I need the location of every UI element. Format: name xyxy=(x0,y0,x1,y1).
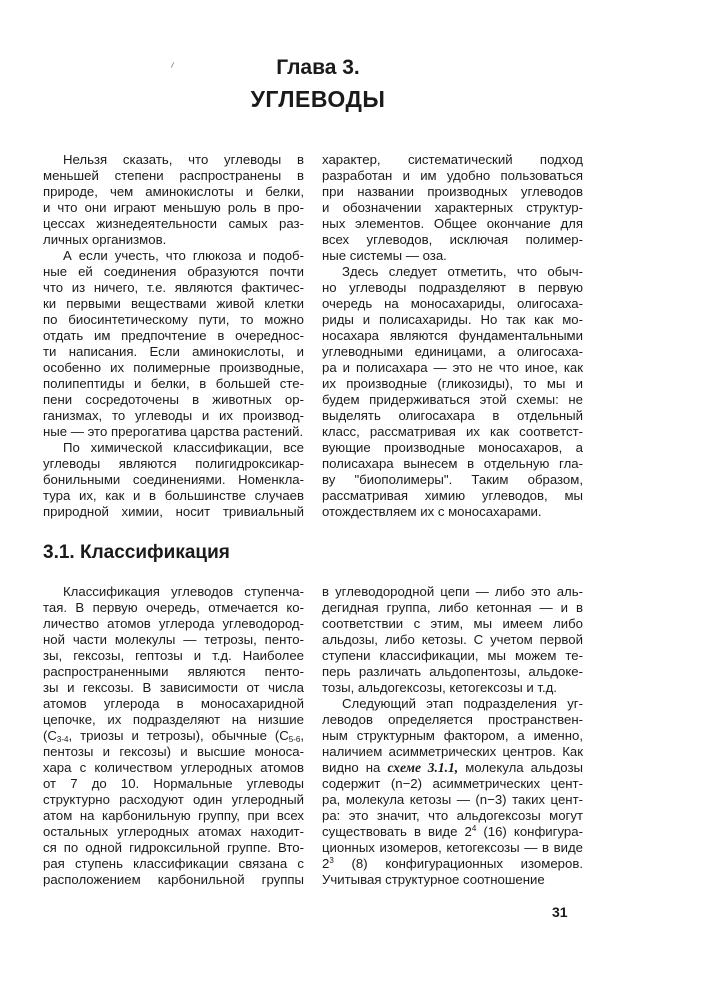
text-line: ционных изомеров, кетогексозы — в виде xyxy=(322,840,583,855)
text-line: зы и гексозы. В зависимости от числа xyxy=(43,680,304,695)
text-line: при названии производных углеводов xyxy=(322,184,583,199)
text-line: отдать им предпочтение в очереднос- xyxy=(43,328,304,343)
text-line: соответствии с этим, мы имеем либо xyxy=(322,616,583,631)
text-line: бонильными соединениями. Номенкла- xyxy=(43,472,304,487)
scheme-reference: схеме 3.1.1, xyxy=(387,760,459,775)
text-line: личество атомов углерода углеводород- xyxy=(43,616,304,631)
text-line: ти написания. Если аминокислоты, и xyxy=(43,344,304,359)
text-segment: (16) конфигура- xyxy=(476,824,583,839)
text-line: будем придерживаться этой схемы: не xyxy=(322,392,583,407)
text-line: тая. В первую очередь, отмечается ко- xyxy=(43,600,304,615)
text-line: очередь на моносахариды, олигосаха- xyxy=(322,296,583,311)
text-line: в углеводородной цепи — либо это аль- xyxy=(322,584,583,599)
text-line: Классификация углеводов ступенча- xyxy=(63,584,304,599)
text-line: содержит (n−2) асимметрических цент- xyxy=(322,776,583,791)
text-line: ным структурным фактором, а именно, xyxy=(322,728,583,743)
text-line: отождествляем их с моносахарами. xyxy=(322,504,542,519)
text-line: По химической классификации, все xyxy=(63,440,304,455)
text-line: вующие производные моносахаров, а xyxy=(322,440,583,455)
intro-left-column xyxy=(43,152,304,520)
section-right-column xyxy=(322,584,583,888)
text-line xyxy=(43,728,304,744)
text-line: расположением карбонильной группы xyxy=(43,872,304,887)
text-line: пентозы и гексозы) и высшие моноса- xyxy=(43,744,304,759)
text-line: но углеводы подразделяют в первую xyxy=(322,280,583,295)
text-line: пени сосредоточены в животных ор- xyxy=(43,392,304,407)
text-line: рассматривая химию углеводов, мы xyxy=(322,488,583,503)
text-line: дегидная группа, либо кетонная — и в xyxy=(322,600,583,615)
text-line: хара с количеством углеродных атомов xyxy=(43,760,304,775)
text-line: ганизмах, то углеводы и их производ- xyxy=(43,408,304,423)
text-segment: существовать в виде 2 xyxy=(322,824,472,839)
text-segment: (C xyxy=(43,728,57,743)
text-line: класс, рассматривая их как соответст- xyxy=(322,424,583,439)
text-line: ные системы — оза. xyxy=(322,248,447,263)
text-line: остальных углеродных атомах находит- xyxy=(43,824,304,839)
text-line: ву "биополимеры". Таким образом, xyxy=(322,472,583,487)
superscript: 4 xyxy=(471,824,477,833)
text-line: Следующий этап подразделения уг- xyxy=(342,696,583,711)
text-line: риды и полисахариды. Но так как мо- xyxy=(322,312,583,327)
text-line: зы, гексозы, гептозы и т.д. Наиболее xyxy=(43,648,304,663)
text-line: атом на карбонильную группу, при всех xyxy=(43,808,304,823)
text-segment: видно на xyxy=(322,760,388,775)
chapter-number: Глава 3. xyxy=(276,56,360,79)
text-line: особенно их полимерные производные, xyxy=(43,360,304,375)
text-line: ра и полисахара — это не что иное, как xyxy=(322,360,583,375)
text-line: ра, молекула кетозы — (n−3) таких цент- xyxy=(322,792,583,807)
text-line: меньшей степени распространены в xyxy=(43,168,304,183)
section-left-column xyxy=(43,584,304,888)
text-segment: молекула альдозы xyxy=(458,760,583,775)
text-line: наличием асимметрических центров. Как xyxy=(322,744,583,759)
superscript: 3 xyxy=(329,856,334,865)
subscript: 5-6 xyxy=(288,735,301,744)
text-line: выделять олигосахара в отдельный xyxy=(322,408,583,423)
text-line xyxy=(322,760,583,776)
text-line: ной части молекулы — тетрозы, пенто- xyxy=(43,632,304,647)
text-line: от 7 до 10. Нормальные углеводы xyxy=(43,776,304,791)
text-line: перь различать альдопентозы, альдоке- xyxy=(322,664,583,679)
text-line: цессах жизнедеятельности самых раз- xyxy=(43,216,304,231)
text-line: распространенными являются пенто- xyxy=(43,664,304,679)
text-line: ных элементов. Общее окончание для xyxy=(322,216,583,231)
text-line: что из ничего, т.е. являются фактичес- xyxy=(43,280,304,295)
text-line: тура их, как и в большинстве случаев xyxy=(43,488,304,503)
text-line: полипептиды и белки, в большей сте- xyxy=(43,376,304,391)
text-line: по биосинтетическому пути, то можно xyxy=(43,312,304,327)
text-line: ся по одной гидроксильной группе. Вто- xyxy=(43,840,304,855)
text-line: ные ей соединения образуются почти xyxy=(43,264,304,279)
intro-right-column xyxy=(322,152,583,520)
text-line: рая ступень классификации связана с xyxy=(43,856,304,871)
text-line: носахара являются фундаментальными xyxy=(322,328,583,343)
text-line: и обозначении характерных структур- xyxy=(322,200,583,215)
text-line xyxy=(322,824,583,840)
text-segment: (8) конфигурационных изомеров. xyxy=(333,856,583,871)
text-line: Здесь следует отметить, что обыч- xyxy=(342,264,583,279)
text-line: ра: это значит, что альдогексозы могут xyxy=(322,808,583,823)
text-line: природе, чем аминокислоты и белки, xyxy=(43,184,304,199)
text-line: цепочке, их подразделяют на низшие xyxy=(43,712,304,727)
text-line: ступени классификации, мы можем те- xyxy=(322,648,583,663)
text-segment: , xyxy=(300,728,304,743)
text-line: леводов определяется пространствен- xyxy=(322,712,583,727)
text-line: Учитывая структурное соотношение xyxy=(322,872,545,887)
text-line: Нельзя сказать, что углеводы в xyxy=(63,152,304,167)
text-line: А если учесть, что глюкоза и подоб- xyxy=(63,248,304,263)
chapter-title: УГЛЕВОДЫ xyxy=(250,86,386,112)
page-number: 31 xyxy=(552,904,568,920)
text-line: ки первыми веществами живой клетки xyxy=(43,296,304,311)
text-line: атомов углерода в моносахаридной xyxy=(43,696,304,711)
text-line: ные — это прерогатива царства растений. xyxy=(43,424,304,439)
text-line xyxy=(322,856,583,872)
text-line: тозы, альдогексозы, кетогексозы и т.д. xyxy=(322,680,557,695)
text-segment: , триозы и тетрозы), обычные (C xyxy=(68,728,289,743)
text-line: их производные (гликозиды), то мы и xyxy=(322,376,583,391)
text-line: природной химии, носит тривиальный xyxy=(43,504,304,519)
text-line: углеводы являются полигидроксикар- xyxy=(43,456,304,471)
text-segment: 2 xyxy=(322,856,330,871)
text-line: полисахара вынесем в отдельную гла- xyxy=(322,456,583,471)
text-line: характер, систематический подход xyxy=(322,152,583,167)
text-line: структурно расходуют один углеродный xyxy=(43,792,304,807)
text-line: всех углеводов, исключая полимер- xyxy=(322,232,583,247)
text-line: личных организмов. xyxy=(43,232,167,247)
text-line: разработан и им удобно пользоваться xyxy=(322,168,583,183)
section-heading: 3.1. Классификация xyxy=(43,542,230,563)
text-line: альдозы, либо кетозы. С учетом первой xyxy=(322,632,583,647)
text-line: углеводными единицами, а олигосаха- xyxy=(322,344,583,359)
subscript: 3-4 xyxy=(56,735,69,744)
text-line: и что они играют меньшую роль в про- xyxy=(43,200,304,215)
